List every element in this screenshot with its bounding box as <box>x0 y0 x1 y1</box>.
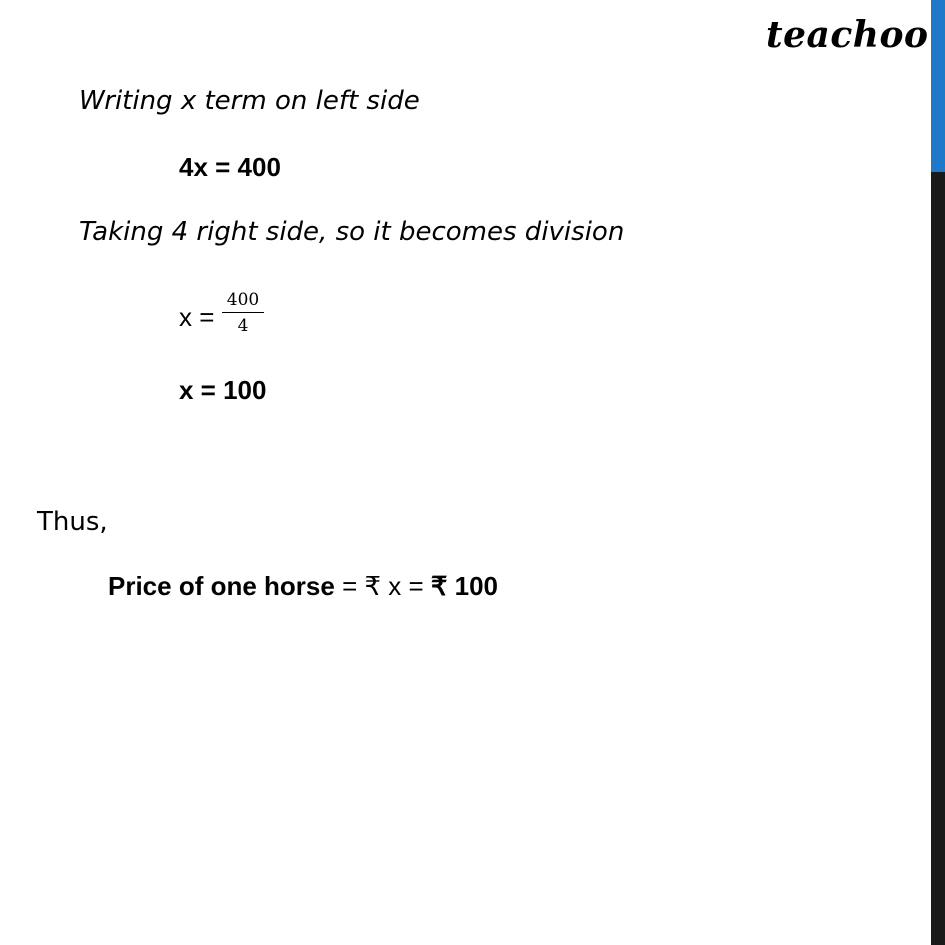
fraction <box>222 288 264 339</box>
fraction-denominator: 4 <box>237 316 249 336</box>
teachoo-logo: teachoo <box>766 14 929 56</box>
equation-4x-400: 4x = 400 <box>179 152 281 182</box>
step-taking-4-right: Taking 4 right side, so it becomes division <box>79 217 625 247</box>
conclusion-middle: = ₹ x = <box>334 571 431 601</box>
fraction-numerator: 400 <box>222 288 264 313</box>
fraction-lhs: x = <box>179 302 215 332</box>
conclusion-label: Price of one horse <box>108 571 335 601</box>
conclusion-answer: ₹ 100 <box>430 571 499 601</box>
equation-x-100: x = 100 <box>179 375 267 405</box>
step-writing-x-term: Writing x term on left side <box>79 86 420 116</box>
conclusion-line <box>108 571 498 602</box>
side-bar-accent <box>931 0 945 172</box>
thus-label: Thus, <box>37 507 108 537</box>
